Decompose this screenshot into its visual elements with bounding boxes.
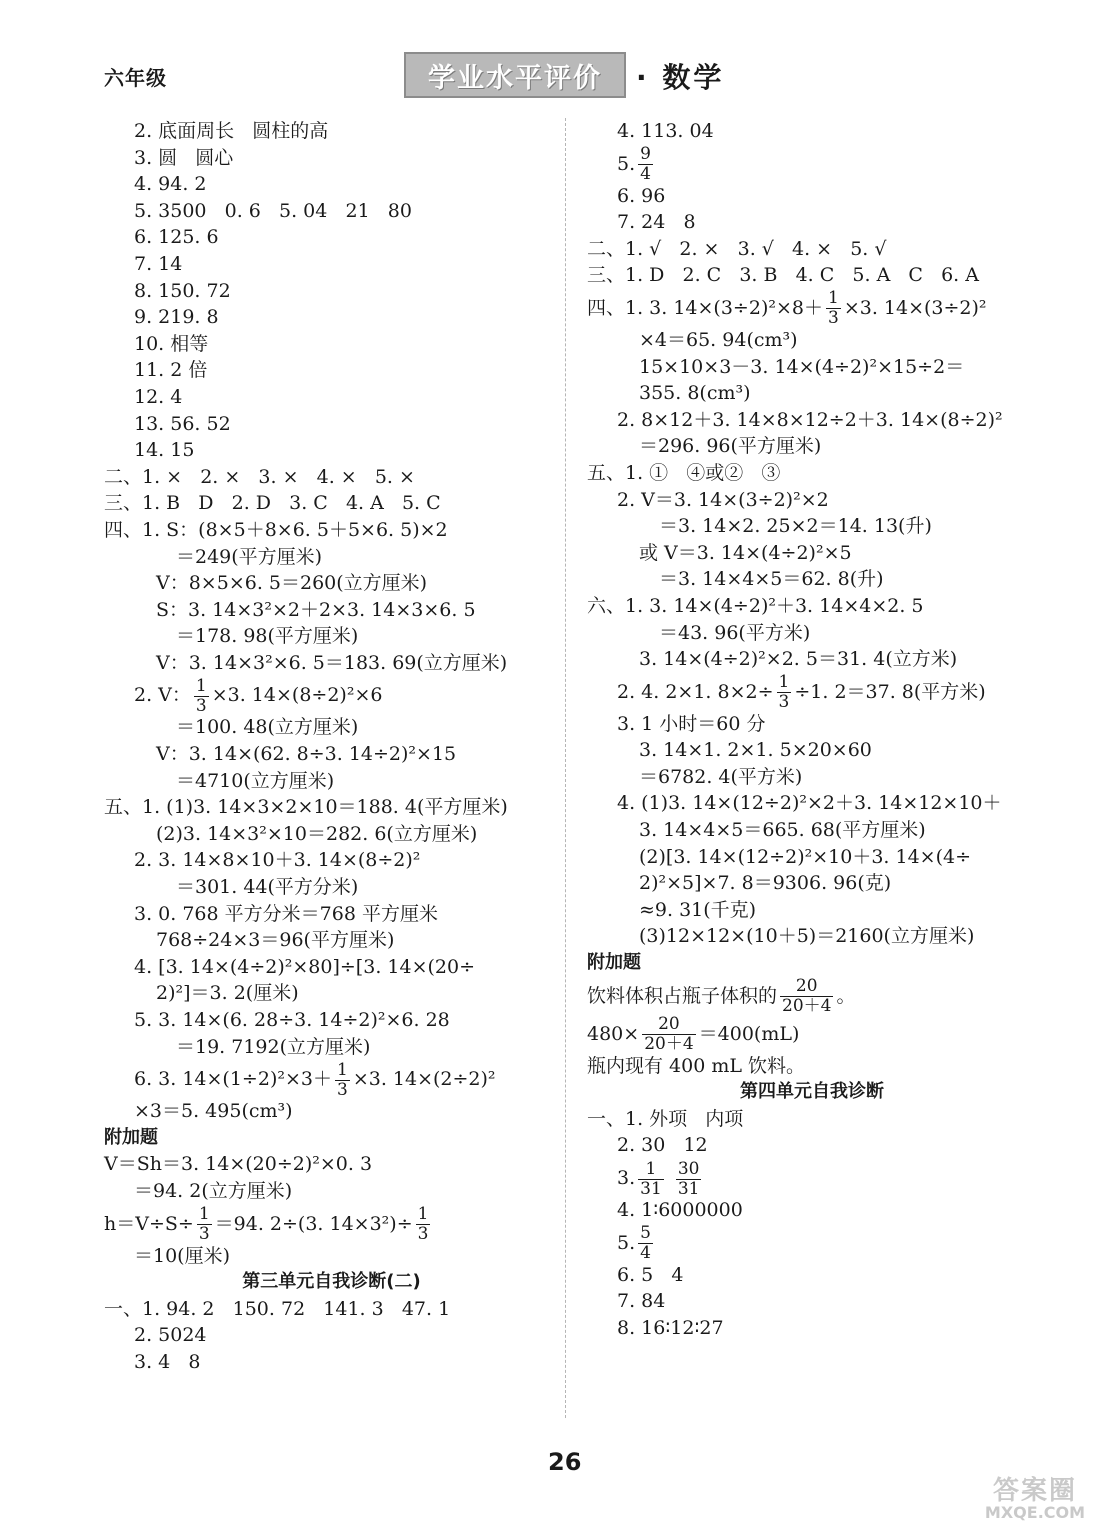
fraction-denominator: 3 (195, 695, 207, 716)
answer-line (587, 977, 1037, 1015)
fraction (638, 1160, 664, 1199)
answer-line: 2. 30 12 (617, 1134, 708, 1157)
answer-line: 二、1. × 2. × 3. × 4. × 5. × (104, 465, 415, 488)
page-number: 26 (548, 1448, 582, 1476)
answer-line: 15×10×3－3. 14×(4÷2)²×15÷2＝ (639, 355, 965, 378)
line-text: ＝94. 2÷(3. 14×3²)÷ (214, 1212, 413, 1235)
answer-line: 3. 14×4×5＝665. 68(平方厘米) (639, 819, 926, 842)
fraction (197, 1205, 212, 1244)
answer-line: V：3. 14×3²×6. 5＝183. 69(立方厘米) (156, 651, 508, 674)
answer-line: ＝19. 7192(立方厘米) (176, 1035, 371, 1058)
answer-line: (2)[3. 14×(12÷2)²×10＋3. 14×(4÷ (639, 845, 971, 868)
answer-line: 9. 219. 8 (134, 306, 219, 329)
answer-line: 5. 3. 14×(6. 28÷3. 14÷2)²×6. 28 (134, 1009, 450, 1031)
answer-line: 4. [3. 14×(4÷2)²×80]÷[3. 14×(20÷ (134, 955, 475, 978)
line-text: 480× (587, 1022, 640, 1045)
line-text: ×3. 14×(2÷2)² (352, 1068, 496, 1091)
answer-line: 768÷24×3＝96(平方厘米) (156, 929, 395, 952)
line-text: 2. V： (134, 684, 191, 707)
fraction (780, 977, 833, 1016)
fraction-numerator: 1 (638, 1160, 664, 1180)
fraction-numerator: 1 (195, 675, 207, 696)
fraction-numerator: 1 (198, 1204, 210, 1225)
answer-line: 3. 14×(4÷2)²×2. 5＝31. 4(立方米) (639, 648, 958, 671)
line-text: 2. 4. 2×1. 8×2÷ (617, 680, 774, 703)
answer-line: 6. 96 (617, 184, 666, 207)
answer-line: ＝301. 44(平方分米) (176, 876, 359, 899)
line-text: 5. (617, 152, 636, 175)
answer-line: 4. (1)3. 14×(12÷2)²×2＋3. 14×12×10＋ (617, 792, 1002, 815)
answer-line: 3. 圆 圆心 (134, 146, 234, 169)
answer-line: 一、1. 外项 内项 (587, 1107, 744, 1130)
fraction-numerator: 1 (417, 1204, 429, 1225)
answer-line: 3. 0. 768 平方分米＝768 平方厘米 (134, 902, 438, 925)
column-divider (565, 118, 566, 1418)
answer-line: 五、1. (1)3. 14×3×2×10＝188. 4(平方厘米) (104, 796, 508, 819)
answer-line (104, 1205, 559, 1243)
answer-line: S：3. 14×3²×2＋2×3. 14×3×6. 5 (156, 598, 476, 621)
fraction (826, 289, 841, 328)
line-text: 6. 3. 14×(1÷2)²×3＋ (134, 1068, 332, 1091)
answer-line: 4. 113. 04 (617, 120, 714, 142)
answer-line: 355. 8(cm³) (639, 382, 751, 405)
fraction-denominator: 3 (827, 308, 839, 329)
answer-line: 2)²]＝3. 2(厘米) (156, 982, 299, 1005)
answer-line: 2. 8×12＋3. 14×8×12÷2＋3. 14×(8÷2)² (617, 408, 1003, 431)
fraction (676, 1160, 702, 1199)
answer-line (587, 1159, 1037, 1197)
fraction-denominator: 3 (198, 1224, 210, 1245)
answer-line: V：8×5×6. 5＝260(立方厘米) (156, 572, 428, 595)
answer-line: ＝249(平方厘米) (176, 545, 323, 568)
answer-line (587, 673, 1037, 711)
watermark-url: MXQE.COM (984, 1503, 1086, 1522)
answer-line: ×3＝5. 495(cm³) (134, 1100, 293, 1123)
line-text: ×3. 14×(8÷2)²×6 (211, 684, 383, 707)
fraction-denominator: 20＋4 (644, 1034, 694, 1055)
right-column (587, 118, 1037, 1341)
answer-line: ＝178. 98(平方厘米) (176, 625, 359, 648)
answer-line: 三、1. D 2. C 3. B 4. C 5. A C 6. A (587, 264, 979, 287)
fraction-denominator: 31 (640, 1178, 662, 1199)
answer-line: 三、1. B D 2. D 3. C 4. A 5. C (104, 492, 441, 515)
answer-line: ＝100. 48(立方厘米) (176, 716, 359, 739)
answer-line (104, 1060, 559, 1098)
answer-line (587, 289, 1037, 327)
fraction (416, 1205, 431, 1244)
unit-heading: 第四单元自我诊断 (740, 1081, 884, 1103)
answer-line: 6. 125. 6 (134, 226, 219, 249)
section-heading: 附加题 (104, 1126, 158, 1148)
left-column (104, 118, 559, 1376)
answer-line: 8. 16∶12∶27 (617, 1316, 724, 1339)
answer-line: V：3. 14×(62. 8÷3. 14÷2)²×15 (156, 743, 457, 766)
line-text: ×3. 14×(3÷2)² (843, 296, 987, 319)
answer-line: ＝94. 2(立方厘米) (134, 1179, 293, 1202)
answer-line: ＝3. 14×2. 25×2＝14. 13(升) (659, 515, 932, 538)
answer-line: V＝Sh＝3. 14×(20÷2)²×0. 3 (104, 1153, 373, 1176)
fraction-denominator: 3 (336, 1079, 348, 1100)
answer-line: 4. 94. 2 (134, 173, 207, 196)
answer-line: 4. 1∶6000000 (617, 1199, 743, 1221)
answer-line (104, 676, 559, 714)
line-text: 。 (836, 984, 856, 1007)
fraction (642, 1015, 695, 1054)
section-heading: 附加题 (587, 952, 641, 974)
answer-line: 8. 150. 72 (134, 279, 231, 302)
fraction (335, 1061, 350, 1100)
answer-line: 13. 56. 52 (134, 412, 231, 435)
answer-line: (2)3. 14×3²×10＝282. 6(立方厘米) (156, 822, 478, 845)
answer-line: 6. 5 4 (617, 1263, 684, 1286)
fraction-denominator: 31 (677, 1178, 700, 1199)
fraction-numerator: 20 (642, 1015, 695, 1035)
answer-line: ＝296. 96(平方厘米) (639, 435, 822, 458)
answer-line: 11. 2 倍 (134, 359, 208, 382)
answer-line: 2)²×5]×7. 8＝9306. 96(克) (639, 872, 892, 895)
line-text: ＝400(mL) (698, 1022, 800, 1045)
watermark-logo (960, 1476, 1110, 1530)
fraction-denominator: 3 (417, 1224, 429, 1245)
fraction (194, 677, 209, 716)
grade-label: 六年级 (104, 66, 167, 90)
answer-line: 5. 3500 0. 6 5. 04 21 80 (134, 199, 412, 222)
subject-label: · 数学 (636, 61, 725, 94)
fraction-numerator: 1 (827, 288, 839, 309)
line-text: h＝V÷S÷ (104, 1212, 194, 1235)
answer-line: 3. 14×1. 2×1. 5×20×60 (639, 739, 872, 762)
answer-line: 瓶内现有 400 mL 饮料。 (587, 1054, 806, 1077)
answer-line: 3. 4 8 (134, 1350, 201, 1373)
fraction-numerator: 30 (677, 1158, 700, 1179)
answer-line: 14. 15 (134, 439, 195, 462)
line-text: ÷1. 2＝37. 8(平方米) (794, 680, 986, 703)
line-text: 饮料体积占瓶子体积的 (587, 984, 778, 1007)
answer-line: ＝3. 14×4×5＝62. 8(升) (659, 568, 884, 591)
fraction (638, 1224, 653, 1263)
line-text: 3. (617, 1167, 636, 1189)
answer-line: ＝4710(立方厘米) (176, 769, 335, 792)
fraction-denominator: 20＋4 (782, 996, 832, 1017)
book-title-banner: 学业水平评价 (404, 52, 626, 98)
answer-line: 7. 24 8 (617, 211, 696, 234)
answer-line: 二、1. √ 2. × 3. √ 4. × 5. √ (587, 237, 887, 260)
answer-line: 7. 84 (617, 1290, 666, 1313)
fraction (777, 673, 792, 712)
answer-line (587, 145, 1037, 183)
watermark-text: 答案圈 (992, 1476, 1077, 1506)
answer-line: 五、1. ① ④或② ③ (587, 461, 781, 484)
fraction-numerator: 9 (640, 144, 651, 165)
answer-line (587, 1224, 1037, 1262)
answer-line: 或 V＝3. 14×(4÷2)²×5 (639, 541, 852, 564)
answer-line: 四、1. S：(8×5＋8×6. 5＋5×6. 5)×2 (104, 518, 448, 541)
answer-line: 一、1. 94. 2 150. 72 141. 3 47. 1 (104, 1297, 451, 1320)
fraction-denominator: 4 (640, 1243, 651, 1264)
fraction-numerator: 1 (778, 672, 790, 693)
fraction-numerator: 5 (640, 1223, 651, 1244)
answer-line: ×4＝65. 94(cm³) (639, 328, 798, 351)
answer-line: ≈9. 31(千克) (639, 898, 757, 921)
fraction-numerator: 1 (336, 1059, 348, 1080)
answer-line: 六、1. 3. 14×(4÷2)²＋3. 14×4×2. 5 (587, 594, 924, 617)
answer-line: 2. 3. 14×8×10＋3. 14×(8÷2)² (134, 849, 421, 872)
fraction (638, 145, 653, 184)
answer-line: ＝10(厘米) (134, 1244, 231, 1267)
fraction-denominator: 3 (778, 692, 790, 713)
answer-line: 12. 4 (134, 385, 183, 408)
line-text: 5. (617, 1231, 636, 1254)
answer-line: (3)12×12×(10＋5)＝2160(立方厘米) (639, 925, 975, 948)
answer-line (587, 1015, 1037, 1053)
answer-line: 3. 1 小时＝60 分 (617, 712, 766, 735)
answer-line: 2. V＝3. 14×(3÷2)²×2 (617, 488, 829, 511)
answer-line: 10. 相等 (134, 332, 209, 355)
answer-line: 2. 底面周长 圆柱的高 (134, 120, 329, 142)
fraction-denominator: 4 (640, 164, 651, 185)
answer-line: 7. 14 (134, 252, 183, 275)
line-text: 四、1. 3. 14×(3÷2)²×8＋ (587, 296, 823, 319)
answer-line: 2. 5024 (134, 1324, 207, 1347)
answer-line: ＝6782. 4(平方米) (639, 765, 803, 788)
fraction-numerator: 20 (780, 977, 833, 997)
answer-line: ＝43. 96(平方米) (659, 621, 811, 644)
unit-heading: 第三单元自我诊断(二) (242, 1271, 421, 1293)
